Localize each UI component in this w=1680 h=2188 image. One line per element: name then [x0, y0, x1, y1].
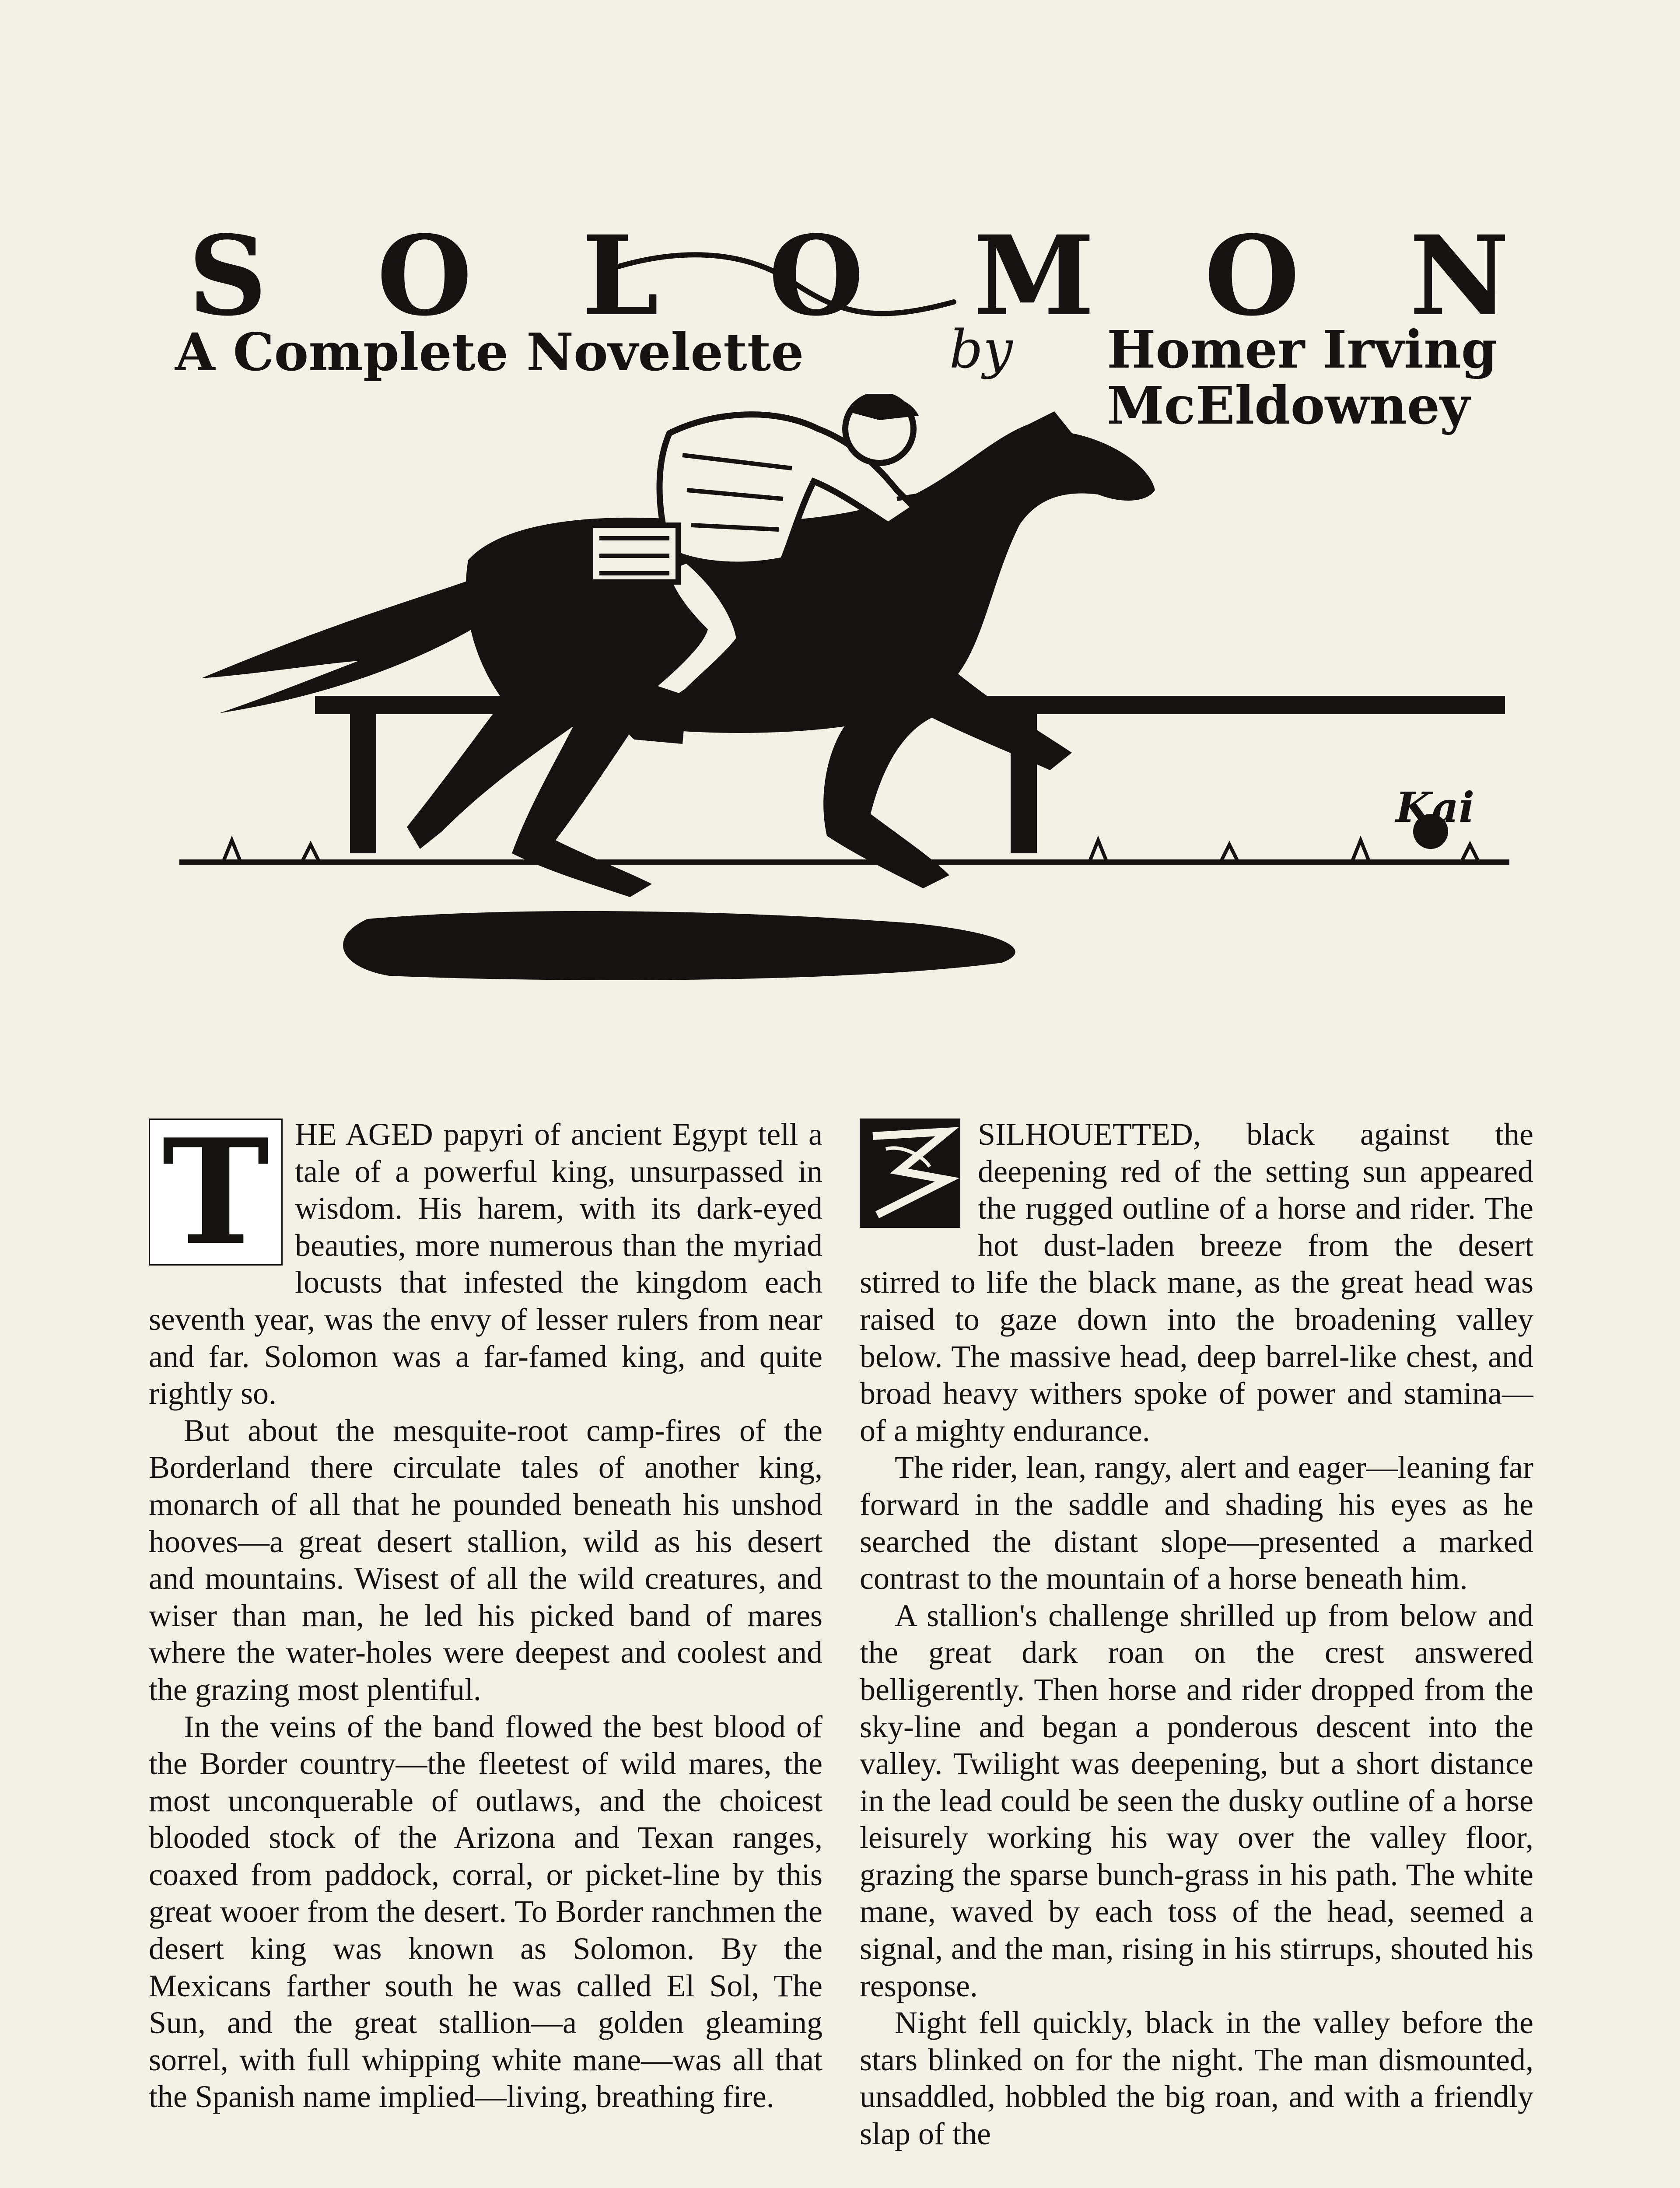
title-letter: S [188, 211, 267, 340]
paragraph: In the veins of the band flowed the best blood of the Border country—the fleetest of wild mares, the most unconquerable of outlaws, and the choicest blooded stock of the Arizona and Texan ranges, coaxed from paddock, corral, or picket-line by this great wooer from the desert. To Border ranchmen the desert king was known as Solomon. By the Mexicans farther south he was called El Sol, The Sun, and the great stallion—a golden gleaming sorrel, with full whipping white mane—was all that the Spanish name implied—living, breathing fire. [149, 1709, 822, 2114]
drop-cap-letter: T [162, 1116, 270, 1277]
paragraph: But about the mesquite-root camp-fires of the Borderland there circulate tales of another king, monarch of all that he pounded beneath his unshod hooves—a great desert stallion, wild as his desert and mountains. Wisest of all the wild creatures, and wiser than man, he led his picked band of mares where the water-holes were deepest and coolest and the grazing most plentiful. [149, 1413, 822, 1707]
title-letter: L [582, 211, 659, 340]
author-line: Homer Irving [1107, 319, 1498, 380]
title-letter: M [973, 211, 1095, 340]
fence-post-left [350, 709, 376, 853]
paragraph: The rider, lean, rangy, alert and eager—leaning far forward in the saddle and shading his eyes as he searched the distant slope—presented a marked contrast to the mountain of a horse beneath him. [860, 1450, 1533, 1596]
byline-by: by [949, 319, 1013, 380]
horse-tail [201, 578, 486, 713]
drop-cap-ornament-icon [860, 1119, 960, 1228]
horse-and-rider-illustration [171, 394, 1518, 1033]
title-letter: O [768, 211, 864, 340]
drop-cap [149, 1116, 283, 1277]
title-letter: O [377, 211, 472, 340]
paragraph: SILHOUETTED, black against the deepening red of the setting sun appeared the rugged outline of a horse and rider. The hot dust-laden breeze from the desert stirred to life the black mane, as the great head was raised to gaze down into the broadening valley below. The massive head, deep barrel-like chest, and broad heavy withers spoke of power and stamina—of a mighty endurance. [860, 1117, 1533, 1448]
paragraph: A stallion's challenge shrilled up from below and the great dark roan on the crest answered belligerently. Then horse and rider dropped from the sky-line and began a ponderous descent into the valley. Twilight was deepening, but a short distance in the lead could be seen the dusky outline of a horse leisurely working his way over the valley floor, grazing the sparse bunch-grass in his path. The white mane, waved by each toss of the head, seemed a signal, and the man, rising in his stirrups, shouted his response. [860, 1598, 1533, 2003]
drop-cap-ornament [860, 1119, 960, 1228]
illustrator-signature: Kai [1396, 783, 1475, 832]
text-column-right [860, 1116, 1533, 2188]
title-letter: O [1204, 211, 1300, 340]
title-letter: N [1409, 211, 1509, 340]
ground-shadow [343, 911, 1015, 980]
paragraph: HE AGED papyri of ancient Egypt tell a tale of a powerful king, unsurpassed in wisdom. His harem, with its dark-eyed beauties, more numerous than the myriad locusts that infested the kingdom each seventh year, was the envy of lesser rulers from near and far. Solomon was a far-famed king, and quite rightly so. [149, 1117, 822, 1411]
paragraph: Night fell quickly, black in the valley before the stars blinked on for the night. The man dismounted, unsaddled, hobbled the big roan, and with a friendly slap of the [860, 2005, 1533, 2152]
story-subtitle: A Complete Novelette [175, 322, 804, 382]
text-column-left [149, 1116, 822, 2188]
author-line: McEldowney [1107, 375, 1470, 436]
